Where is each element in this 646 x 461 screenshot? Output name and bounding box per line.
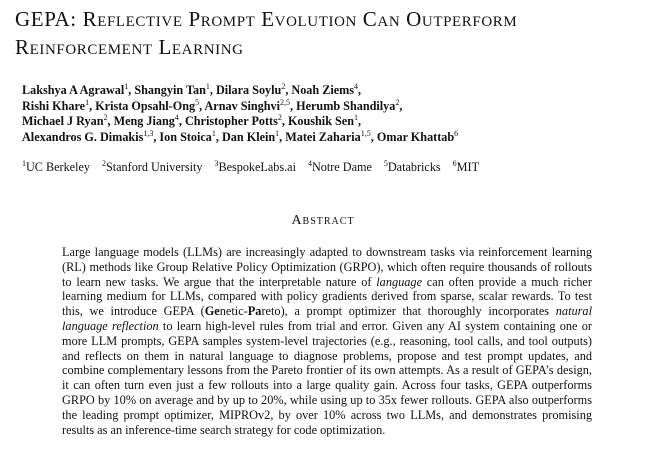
author-affiliation-marker: 1 [354,113,358,123]
author-name [22,83,128,97]
author-affiliation-marker: 1 [85,97,90,107]
author-name-text: Arnav Singhvi [204,98,281,113]
affiliation-name: UC Berkeley [26,160,90,174]
author-name-text: Ion Stoica [159,129,212,144]
author-name-text: Shangyin Tan [134,83,206,97]
author-name [114,114,179,128]
author-affiliation-marker: 2,5 [280,97,291,107]
gepa-text-reto: reto [261,304,281,319]
abstract-text-1: Large language models (LLMs) are increasingly adapted to downstream tasks via reinforcement learning (RL) methods like Group Relative Policy Optimization (GRPO), which often require thousands of rollouts to learn new tasks. We argue that the interpretable nature of [62,245,592,289]
author-name-text: Michael J Ryan [22,114,104,129]
author-name [95,99,199,113]
author-name-text: Matei Zaharia [285,129,361,144]
author-affiliation-marker: 1 [205,82,210,91]
author-affiliation-marker: 5 [195,97,200,107]
author-affiliation-marker: 1,5 [360,128,371,138]
affiliation [384,159,441,175]
abstract-heading: Abstract [291,213,355,228]
paper-title [15,5,640,61]
author-name-text: Rishi Khare [22,98,86,113]
affiliation-marker: 6 [452,159,457,168]
author-name [296,99,399,113]
paper-title-line-2: Reinforcement Learning [15,35,244,59]
affiliation-name: BespokeLabs.ai [218,160,296,174]
affiliation [308,159,372,175]
author-name [159,130,215,144]
affiliation [453,159,479,175]
affiliation-name: Stanford University [105,160,203,174]
affiliation-name: Databricks [387,160,441,174]
author-affiliation-marker: 4 [174,113,179,123]
author-affiliation-marker: 1 [275,128,280,138]
abstract-emphasis-reflection: natural language reflection [62,304,592,333]
author-name-text: Krista Opsahl-Ong [95,98,196,113]
author-name-text: Koushik Sen [287,114,354,129]
author-name [216,83,285,97]
abstract-text-2: can often provide a much richer learning medium for LLMs, compared with policy gradients derived from sparse, scalar rewards. To test this, we introduce GEPA ( [62,274,592,319]
author-affiliation-marker: 2 [281,82,286,91]
affiliation-marker: 1 [22,159,26,168]
author-name [22,130,153,144]
gepa-text-netic: netic- [219,304,248,319]
author-name [185,114,282,128]
author-name [134,83,210,97]
author-line: Lakshya A Agrawal$^1$, Shangyin Tan$^1$, Dilara Soylu$^2$, Noah Ziems$^4$, [22,82,362,97]
author-affiliation-marker: 4 [354,82,359,91]
author-name-text: Omar Khattab [376,129,455,144]
affiliation [22,159,90,175]
affiliation-marker: 3 [214,159,219,168]
author-name-text: Meng Jiang [113,114,175,129]
author-name [288,114,358,128]
affiliation-marker: 4 [307,159,312,168]
author-name [285,130,370,144]
author-name-text: Noah Ziems [291,83,355,97]
author-name [222,130,279,144]
abstract-body [62,245,592,437]
author-name [291,83,358,97]
abstract-text-4: to learn high-level rules from trial and error. Given any AI system containing one or more LLM prompts, GEPA samples system-level trajectories (e.g., reasoning, tool calls, and tool outputs) and reflects on them in natural language to diagnose problems, propose and test prompt updates, and combine complementary lessons from the Pareto frontier of its own attempts. As a result of GEPA’s design, it can often turn even just a few rollouts into a large quality gain. Across four tasks, GEPA outperforms GRPO by 10% on average and by up to 20%, while using up to 35x fewer rollouts. GEPA also outperforms the leading prompt optimizer, MIPROv2, by over 10% across two LLMs, and demonstrates promising results as an inference-time search strategy for code optimization. [62,318,592,437]
author-line: Michael J Ryan$^2$, Meng Jiang$^4$, Christopher Potts$^2$, Koushik Sen$^1$, [22,113,362,129]
author-name-text: Lakshya A Agrawal [22,83,125,97]
author-line: Rishi Khare$^1$, Krista Opsahl-Ong$^5$, Arnav Singhvi$^{2,5}$, Herumb Shandilya$^2$, [22,97,403,113]
author-list [22,83,632,145]
affiliation [102,159,202,175]
author-affiliation-marker: 1,3 [143,128,154,138]
author-name-text: Dilara Soylu [215,83,282,97]
abstract-text-3: ), a prompt optimizer that thoroughly incorporates [280,304,556,319]
author-name [22,114,108,128]
affiliation-marker: 2 [101,159,106,168]
affiliation [214,159,296,175]
affiliation-name: Notre Dame [311,160,372,174]
gepa-bold-pa: Pa [247,304,262,319]
gepa-acronym-expansion [205,304,281,318]
author-name [205,99,291,113]
author-name-text: Herumb Shandilya [296,98,396,113]
paper-title-line-1: GEPA: Reflective Prompt Evolution Can Outperform [15,7,518,31]
author-affiliation-marker: 1 [124,82,129,91]
affiliation-name: MIT [456,160,480,174]
author-line: Alexandros G. Dimakis$^{1,3}$, Ion Stoica$^1$, Dan Klein$^1$, Matei Zaharia$^{1,5}$, Omar Khattab$^6$ [22,128,459,144]
author-name-text: Christopher Potts [184,114,278,129]
author-affiliation-marker: 2 [395,97,400,107]
author-affiliation-marker: 2 [277,113,282,123]
affiliation-list [22,159,632,175]
author-affiliation-marker: 2 [103,113,108,123]
affiliation-marker: 5 [383,159,388,168]
abstract-emphasis-language: language [376,274,423,289]
author-name-text: Dan Klein [222,129,276,144]
author-affiliation-marker: 6 [454,128,459,138]
author-affiliation-marker: 1 [211,128,216,138]
author-name-text: Alexandros G. Dimakis [22,129,144,144]
author-name [22,99,89,113]
author-name [377,130,458,144]
gepa-bold-ge: Ge [204,304,220,319]
